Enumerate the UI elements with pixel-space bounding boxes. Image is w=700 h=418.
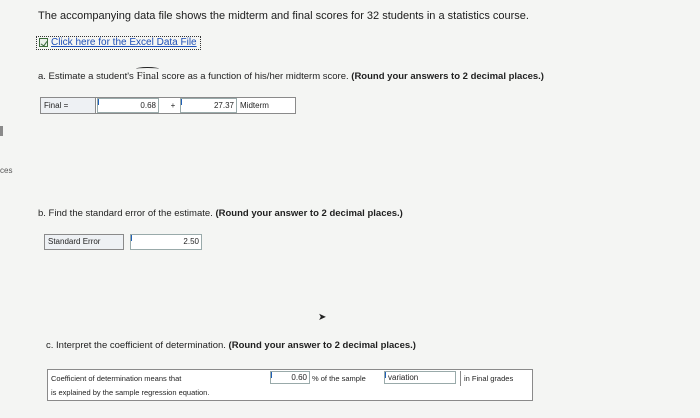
plus-sign: + xyxy=(170,101,176,110)
excel-data-link[interactable] xyxy=(36,36,201,50)
intro-text: The accompanying data file shows the midterm and final scores for 32 students in a statistics course. xyxy=(38,10,529,22)
excel-link-label: Click here for the Excel Data File xyxy=(51,37,197,48)
final-grades-text: in Final grades xyxy=(460,371,513,386)
midterm-label: Midterm xyxy=(240,101,269,110)
percent-text: % of the sample xyxy=(312,374,366,383)
sidebar-edge-marker xyxy=(0,126,3,136)
question-b-text: b. Find the standard error of the estimate. xyxy=(38,208,216,219)
interpretation-box xyxy=(47,369,533,401)
question-a-prefix: a. Estimate a student's xyxy=(38,71,137,82)
variation-select[interactable]: variation xyxy=(384,371,456,384)
final-label: Final = xyxy=(41,98,96,113)
final-hat-word: Final xyxy=(136,70,160,82)
question-a xyxy=(38,70,544,82)
question-c-text: c. Interpret the coefficient of determination. xyxy=(46,340,229,351)
intercept-input[interactable]: 0.68 xyxy=(97,98,159,113)
question-a-instruction: (Round your answers to 2 decimal places.) xyxy=(351,71,544,82)
excel-file-icon xyxy=(39,38,48,47)
standard-error-row xyxy=(44,234,202,250)
sidebar-fragment-text: ces xyxy=(0,166,13,175)
mouse-cursor-icon: ➤ xyxy=(318,312,327,323)
question-c xyxy=(46,340,416,351)
question-a-suffix: score as a function of his/her midterm score. xyxy=(159,71,352,82)
standard-error-label: Standard Error xyxy=(44,234,124,250)
slope-input[interactable]: 27.37 xyxy=(180,98,237,113)
interpretation-line2: is explained by the sample regression equation. xyxy=(51,388,210,397)
question-c-instruction: (Round your answer to 2 decimal places.) xyxy=(228,340,416,351)
standard-error-input[interactable]: 2.50 xyxy=(130,234,202,250)
question-b-instruction: (Round your answer to 2 decimal places.) xyxy=(215,208,403,219)
percent-input[interactable]: 0.60 xyxy=(270,371,310,384)
interpretation-line1: Coefficient of determination means that xyxy=(51,374,182,383)
question-b xyxy=(38,208,403,219)
regression-equation-row xyxy=(40,97,296,114)
